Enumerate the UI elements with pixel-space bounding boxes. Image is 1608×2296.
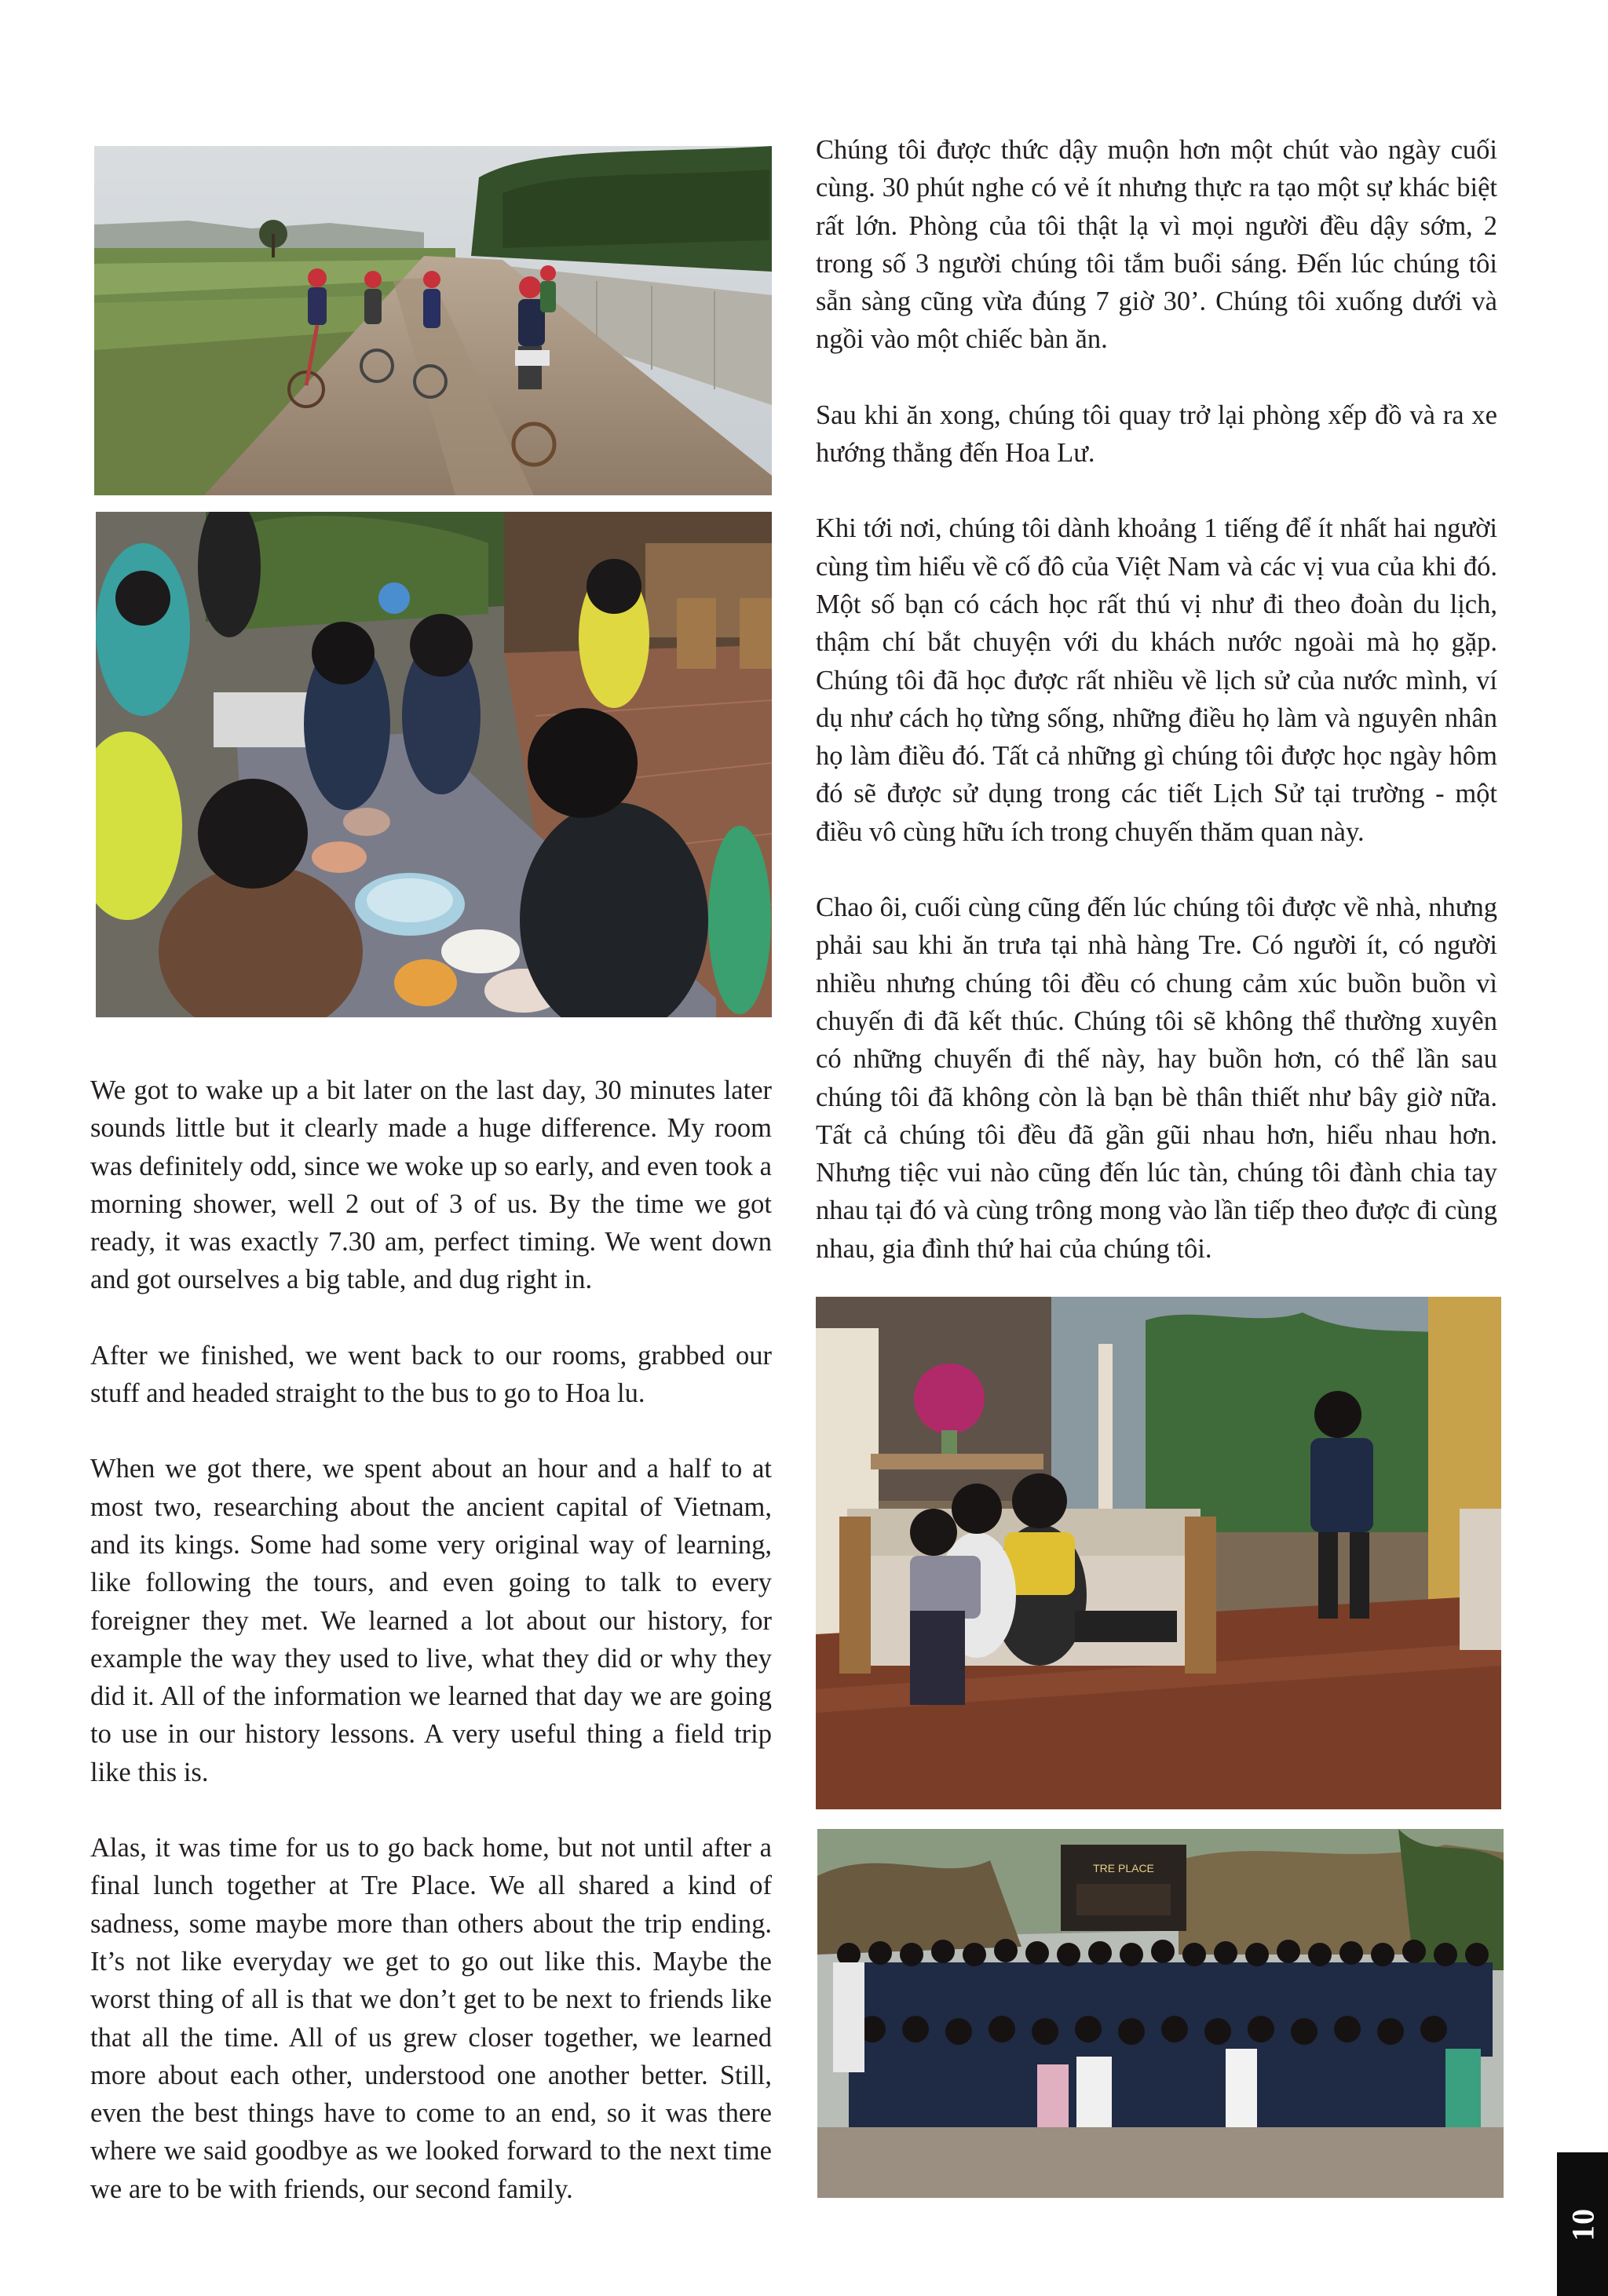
- photo-cycling-image: [94, 146, 772, 495]
- page-number-tab: [1557, 2152, 1608, 2296]
- page-number: 10: [1565, 2207, 1600, 2241]
- student-group: [833, 1939, 1493, 2127]
- photo-group-outdoor-tre-place: [817, 1829, 1504, 2198]
- english-article-column: [90, 1071, 772, 2246]
- vietnamese-article-column: [816, 131, 1497, 1305]
- vietnamese-paragraph-4: Chao ôi, cuối cùng cũng đến lúc chúng tôi được về nhà, nhưng phải sau khi ăn trưa tại nhà hàng Tre. Có người ít, có người nhiều nhưng chúng tôi đều có chung cảm xúc buồn buồn vì chuyến đi đã kết thúc. Chúng tôi sẽ không thể thường xuyên có những chuyến đi thế này, hay buồn hơn, có thể lần sau chúng tôi đã không còn là bạn bè thân thiết như bây giờ nữa. Tất cả chúng tôi đều đã gần gũi nhau hơn, hiểu nhau hơn. Nhưng tiệc vui nào cũng đến lúc tàn, chúng tôi đành chia tay nhau tại đó và cùng trông mong vào lần tiếp theo được đi cùng nhau, gia đình thứ hai của chúng tôi.: [816, 892, 1497, 1264]
- sign-text: TRE PLACE: [1093, 1862, 1154, 1874]
- photo-cycling-on-dirt-road: [94, 146, 772, 495]
- english-paragraph-2: After we finished, we went back to our rooms, grabbed our stuff and headed straight to the bus to go to Hoa lu.: [90, 1340, 772, 1409]
- english-paragraph-1: We got to wake up a bit later on the last day, 30 minutes later sounds little but it clearly made a huge difference. My room was definitely odd, since we woke up so early, and even took a morning shower, well 2 out of 3 of us. By the time we got ready, it was exactly 7.30 am, perfect timing. We went down and got ourselves a big table, and dug right in.: [90, 1075, 772, 1295]
- photo-students-cooking-table: [96, 512, 772, 1017]
- vietnamese-paragraph-1: Chúng tôi được thức dậy muộn hơn một chút vào ngày cuối cùng. 30 phút nghe có vẻ ít nhưng thực ra tạo một sự khác biệt rất lớn. Phòng của tôi thật lạ vì mọi người đều dậy sớm, 2 trong số 3 người chúng tôi tắm buổi sáng. Đến lúc chúng tôi sẵn sàng cũng vừa đúng 7 giờ 30’. Chúng tôi xuống dưới và ngồi vào một chiếc bàn ăn.: [816, 135, 1497, 355]
- photo-group-image: [817, 1829, 1504, 2198]
- vietnamese-paragraph-3: Khi tới nơi, chúng tôi dành khoảng 1 tiếng để ít nhất hai người cùng tìm hiểu về cố đô của Việt Nam và các vị vua của khi đó. Một số bạn có cách học rất thú vị như đi theo đoàn du lịch, thậm chí bắt chuyện với du khách nước ngoài mà họ gặp. Chúng tôi đã học được rất nhiều về lịch sử của nước mình, ví dụ như cách họ từng sống, những điều họ làm và nguyên nhân họ làm điều đó. Tất cả những gì chúng tôi được học ngày hôm đó sẽ được sử dụng trong các tiết Lịch Sử tại trường - một điều vô cùng hữu ích trong chuyến thăm quan này.: [816, 513, 1497, 847]
- photo-lobby-image: [816, 1297, 1501, 1809]
- english-paragraph-4: Alas, it was time for us to go back home, but not until after a final lunch together at Tre Place. We all shared a kind of sadness, some maybe more than others about the trip ending. It’s not like everyday we get to go out like this. Maybe the worst thing of all is that we don’t get to be next to friends like that all the time. All of us grew closer together, we learned more about each other, understood one another better. Still, even the best things have to come to an end, so it was there where we said goodbye as we looked forward to the next time we are to be with friends, our second family.: [90, 1833, 772, 2204]
- english-paragraph-3: When we got there, we spent about an hour and a half to at most two, researching about the ancient capital of Vietnam, and its kings. Some had some very original way of learning, like following the tours, and even going to talk to every foreigner they met. We learned a lot about our history, for example the way they used to live, what they did or why they did it. All of the information we learned that day we are going to use in our history lessons. A very useful thing a field trip like this is.: [90, 1454, 772, 1787]
- photo-students-on-sofa-lobby: [816, 1297, 1501, 1809]
- photo-cooking-image: [96, 512, 772, 1017]
- vietnamese-paragraph-2: Sau khi ăn xong, chúng tôi quay trở lại phòng xếp đồ và ra xe hướng thẳng đến Hoa Lư.: [816, 400, 1497, 469]
